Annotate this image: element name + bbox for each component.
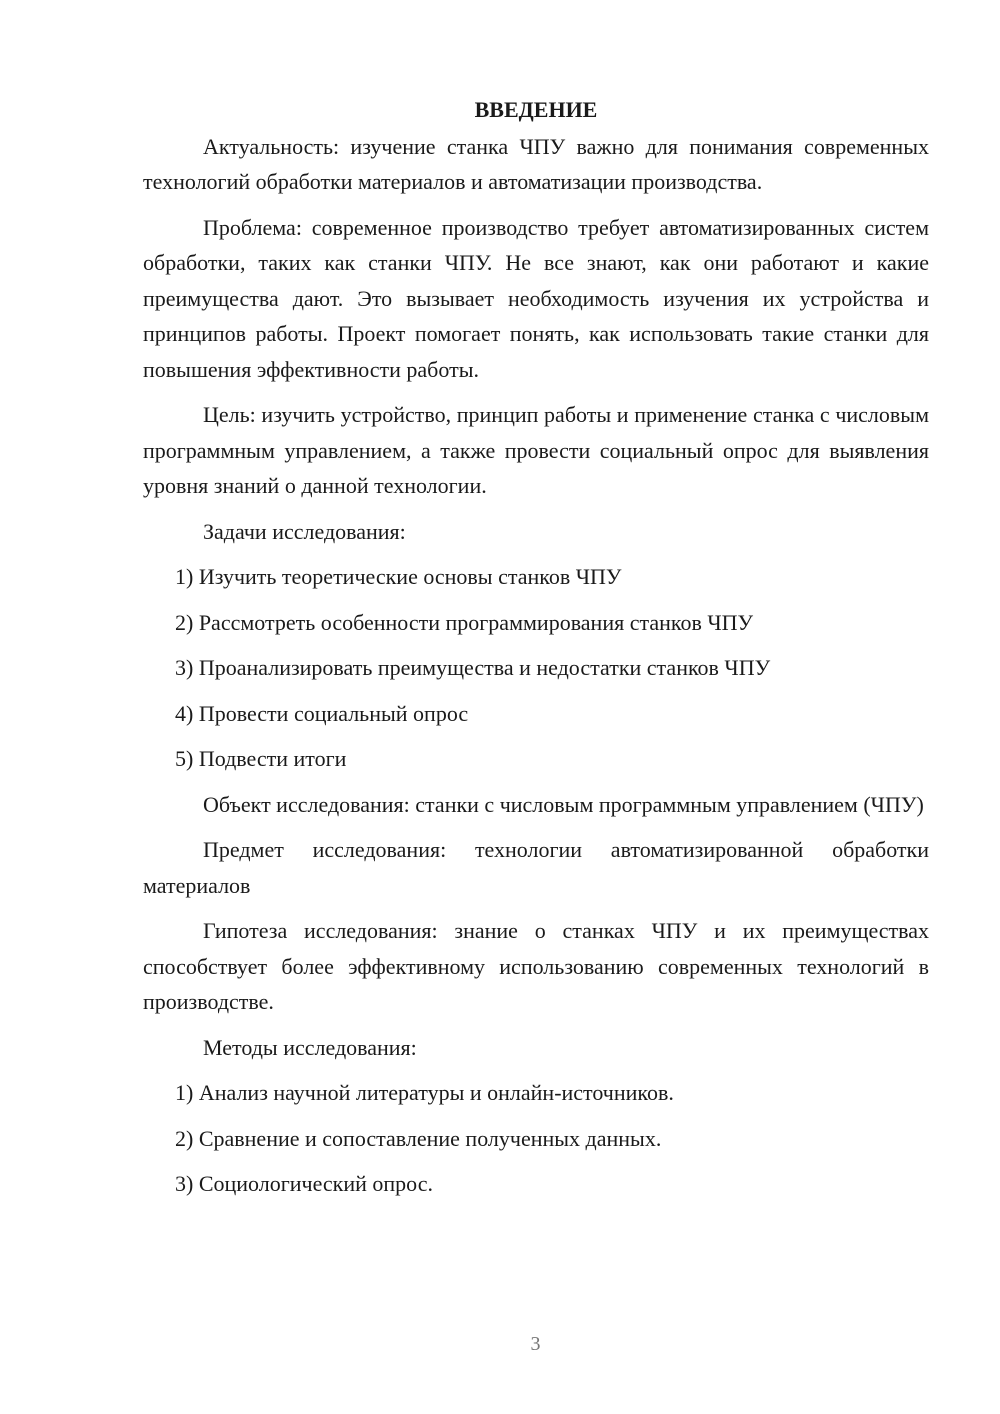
method-item: 2) Сравнение и сопоставление полученных данных. (175, 1125, 662, 1151)
task-item: 3) Проанализировать преимущества и недостатки станков ЧПУ (175, 655, 771, 680)
tasks-label: Задачи исследования: (203, 518, 406, 544)
task-item: 4) Провести социальный опрос (175, 700, 469, 726)
relevance-paragraph: Актуальность: изучение станка ЧПУ важно для понимания современных технологий обработки материалов и автоматизации производства. (143, 133, 929, 194)
object-paragraph: Объект исследования: станки с числовым программным управлением (ЧПУ) (203, 791, 924, 817)
page-number: 3 (530, 1333, 541, 1355)
methods-label: Методы исследования: (203, 1034, 417, 1060)
hypothesis-paragraph: Гипотеза исследования: знание о станках ЧПУ и их преимуществах способствует более эффективному использованию современных технологий в производстве. (143, 918, 929, 1014)
section-heading: ВВЕДЕНИЕ (474, 97, 598, 122)
method-item: 3) Социологический опрос. (175, 1171, 433, 1196)
goal-paragraph: Цель: изучить устройство, принцип работы и применение станка с числовым программным управлением, а также провести социальный опрос для выявления уровня знаний о данной технологии. (143, 402, 929, 498)
page-content (143, 92, 929, 1212)
task-item: 5) Подвести итоги (175, 746, 347, 771)
method-item: 1) Анализ научной литературы и онлайн-источников. (175, 1080, 674, 1105)
subject-paragraph: Предмет исследования: технологии автоматизированной обработки материалов (143, 837, 929, 898)
task-item: 2) Рассмотреть особенности программирования станков ЧПУ (175, 609, 754, 635)
task-item: 1) Изучить теоретические основы станков ЧПУ (175, 564, 622, 589)
problem-paragraph: Проблема: современное производство требует автоматизированных систем обработки, таких как станки ЧПУ. Не все знают, как они работают и какие преимущества дают. Это вызывает необходимость изучения их устройства и принципов работы. Проект помогает понять, как использовать такие станки для повышения эффективности работы. (143, 214, 929, 382)
